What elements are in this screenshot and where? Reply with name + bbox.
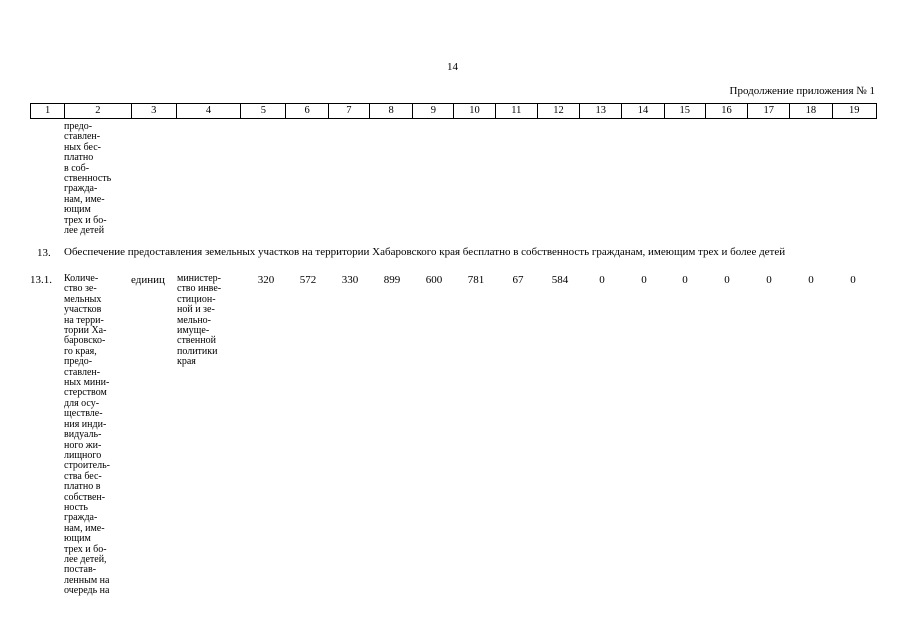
responsible-executor: министер- ство инве- стицион- ной и зе- мельно- имуще- ственной политики края [177, 273, 222, 368]
value-cell: 0 [808, 274, 814, 286]
column-number-cell: 7 [328, 104, 369, 119]
value-cell: 320 [257, 274, 275, 286]
value-cell: 0 [724, 274, 730, 286]
column-number-cell: 1 [31, 104, 65, 119]
column-number-cell: 14 [622, 104, 664, 119]
column-number-cell: 17 [748, 104, 790, 119]
column-number-cell: 12 [537, 104, 579, 119]
column-number-cell: 3 [131, 104, 176, 119]
value-cell: 584 [551, 274, 569, 286]
section-number: 13. [37, 247, 51, 259]
value-cell: 0 [682, 274, 688, 286]
value-cell: 0 [850, 274, 856, 286]
value-cell: 67 [512, 274, 524, 286]
section-title: Обеспечение предоставления земельных участков на территории Хабаровского края бесплатно в собственность гражданам, имеющим трех и более детей [64, 246, 786, 258]
page-number: 14 [447, 61, 458, 73]
column-number-cell: 15 [664, 104, 705, 119]
row-number: 13.1. [30, 274, 52, 286]
appendix-continuation-note: Продолжение приложения № 1 [729, 85, 875, 97]
indicator-name: Количе- ство зе- мельных участков на терри- тории Ха- баровско- го края, предо- ставлен- ных мини- стерством для осу- ществле- ния инди- видуаль- ного жи- лищного строитель- ства бес- платно в собствен- ность гражда- нам, име- ющим трех и бо- лее детей, постав- ленным на очередь на [64, 273, 110, 597]
column-number-cell: 10 [454, 104, 495, 119]
column-number-header [30, 103, 877, 119]
column-number-cell: 2 [65, 104, 131, 119]
unit-of-measure: единиц [131, 274, 165, 286]
value-cell: 0 [599, 274, 605, 286]
value-cell: 0 [641, 274, 647, 286]
value-cell: 330 [341, 274, 359, 286]
column-number-cell: 8 [369, 104, 412, 119]
column-number-cell: 11 [495, 104, 537, 119]
column-number-cell: 18 [790, 104, 832, 119]
column-number-cell: 5 [241, 104, 286, 119]
value-cell: 600 [425, 274, 443, 286]
column-number-cell: 9 [413, 104, 454, 119]
column-number-cell: 16 [705, 104, 747, 119]
value-cell: 781 [467, 274, 485, 286]
continued-indicator-text: предо- ставлен- ных бес- платно в соб- ственность гражда- нам, име- ющим трех и бо- лее детей [64, 121, 112, 237]
column-number-cell: 19 [832, 104, 876, 119]
value-cell: 572 [299, 274, 317, 286]
value-cell: 899 [383, 274, 401, 286]
column-number-cell: 4 [176, 104, 240, 119]
column-number-cell: 6 [286, 104, 328, 119]
column-number-cell: 13 [580, 104, 622, 119]
value-cell: 0 [766, 274, 772, 286]
